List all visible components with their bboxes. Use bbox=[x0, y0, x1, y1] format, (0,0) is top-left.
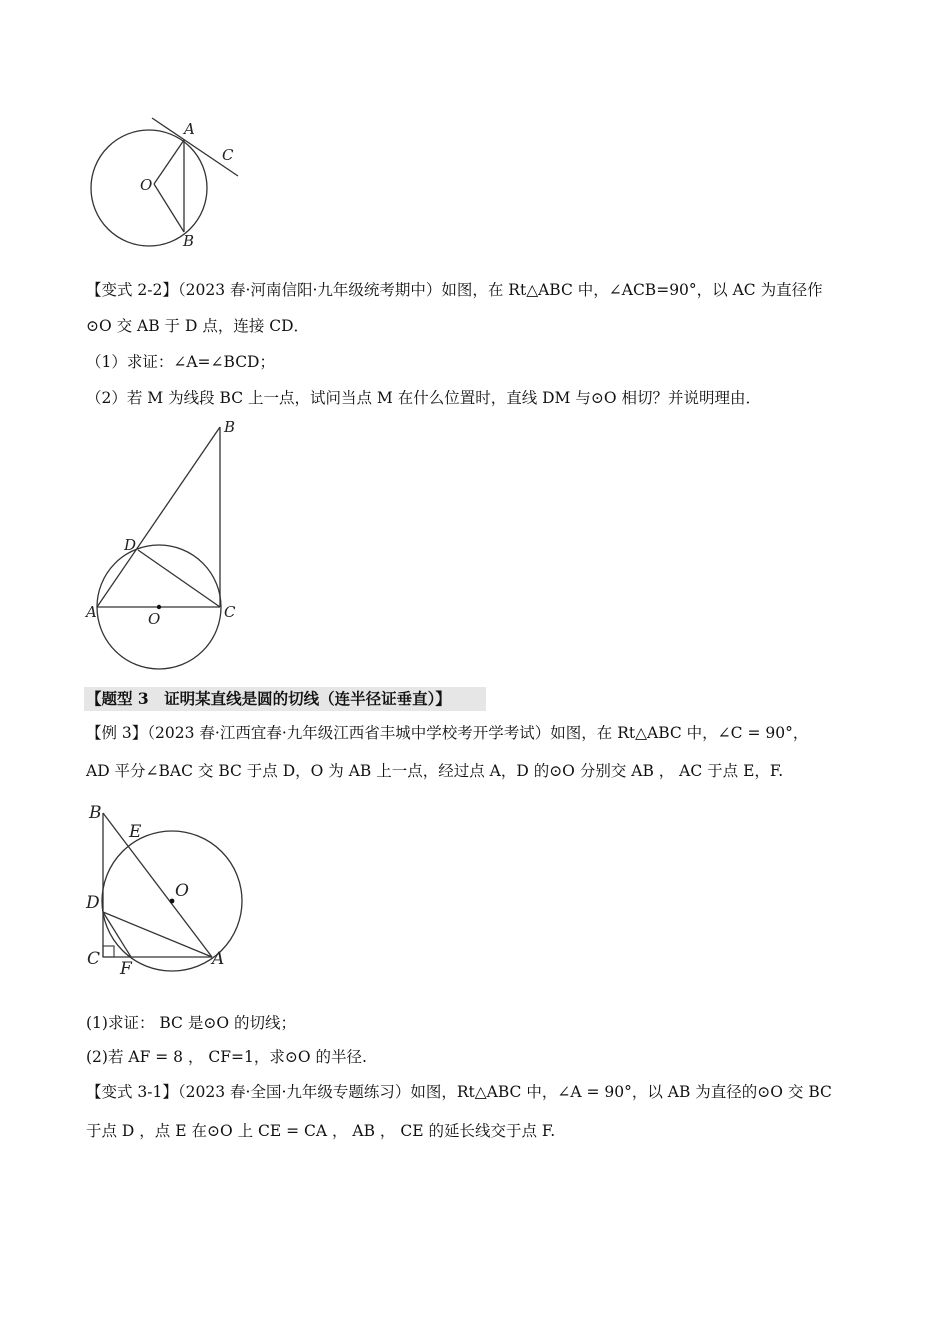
variant-3-1-line2: 于点 D ，点 E 在⊙O 上 CE = CA ， AB ， CE 的延长线交于点 F. bbox=[86, 1122, 556, 1140]
label-o: O bbox=[140, 176, 153, 194]
figure-3-tangent-proof bbox=[84, 792, 254, 978]
label-d: D bbox=[124, 536, 137, 554]
label-f: F bbox=[120, 959, 132, 979]
label-e: E bbox=[129, 822, 142, 842]
segment-cd bbox=[138, 550, 220, 607]
side-ab bbox=[97, 427, 220, 607]
right-angle-mark bbox=[103, 946, 114, 957]
segment-df bbox=[103, 912, 131, 957]
radius-oa bbox=[154, 140, 184, 184]
label-o: O bbox=[148, 610, 161, 628]
radius-ob bbox=[154, 184, 184, 232]
label-a: A bbox=[184, 120, 195, 138]
example-3-q2: (2)若 AF = 8 ， CF=1，求⊙O 的半径. bbox=[86, 1048, 367, 1066]
example-3-q1: (1)求证： BC 是⊙O 的切线； bbox=[86, 1014, 296, 1032]
variant-2-2-line2: ⊙O 交 AB 于 D 点，连接 CD． bbox=[86, 317, 310, 335]
type-3-heading: 【题型 3 证明某直线是圆的切线（连半径证垂直）】 bbox=[84, 687, 486, 711]
label-c: C bbox=[222, 146, 234, 164]
label-c: C bbox=[87, 949, 101, 969]
variant-3-1-line1: 【变式 3-1】（2023 春·全国·九年级专题练习）如图，Rt△ABC 中，∠A = 90°，以 AB 为直径的⊙O 交 BC bbox=[86, 1083, 832, 1101]
figure-2-triangle-circle bbox=[84, 418, 244, 670]
example-3-line1: 【例 3】（2023 春·江西宜春·九年级江西省丰城中学校考开学考试）如图，在 Rt△ABC 中，∠C = 90°， bbox=[86, 724, 809, 742]
example-3-line2: AD 平分∠BAC 交 BC 于点 D，O 为 AB 上一点，经过点 A，D 的⊙O 分别交 AB ， AC 于点 E，F. bbox=[86, 762, 784, 780]
label-a: A bbox=[86, 603, 97, 621]
center-dot bbox=[170, 899, 175, 904]
figure-1-circle-tangent bbox=[80, 110, 250, 250]
label-c: C bbox=[224, 603, 236, 621]
label-b: B bbox=[89, 803, 102, 823]
label-b: B bbox=[224, 418, 236, 436]
label-a: A bbox=[212, 949, 225, 969]
variant-2-2-q1: （1）求证：∠A=∠BCD； bbox=[86, 353, 275, 371]
center-dot bbox=[157, 605, 161, 609]
label-d: D bbox=[86, 893, 100, 913]
label-o: O bbox=[175, 881, 189, 901]
label-b: B bbox=[183, 232, 195, 250]
variant-2-2-line1: 【变式 2-2】（2023 春·河南信阳·九年级统考期中）如图，在 Rt△ABC 中，∠ACB=90°，以 AC 为直径作 bbox=[86, 281, 823, 299]
variant-2-2-q2: （2）若 M 为线段 BC 上一点，试问当点 M 在什么位置时，直线 DM 与⊙O 相切？并说明理由． bbox=[86, 389, 761, 407]
